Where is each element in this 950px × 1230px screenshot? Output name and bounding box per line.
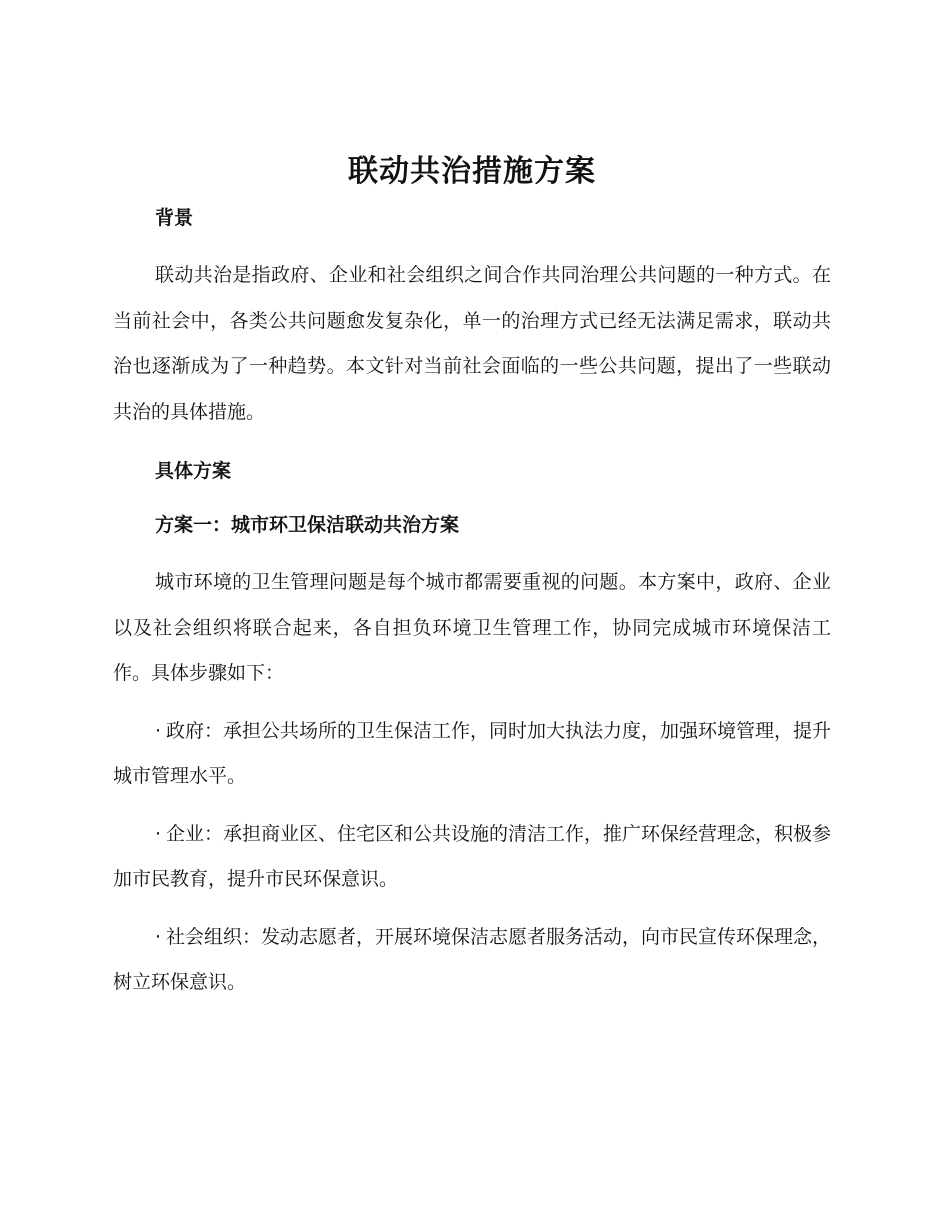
section-heading-background: 背景	[155, 207, 194, 229]
document-content	[113, 148, 831, 1006]
bullet-text-enterprise: 企业：承担商业区、住宅区和公共设施的清洁工作，推广环保经营理念，积极参加市民教育，提升市民环保意识。	[113, 822, 832, 890]
subsection-heading-plan-one: 方案一：城市环卫保洁联动共治方案	[155, 514, 460, 536]
bullet-item-social-organization	[113, 915, 831, 1006]
bullet-marker: ·	[155, 822, 162, 845]
background-paragraph: 联动共治是指政府、企业和社会组织之间合作共同治理公共问题的一种方式。在当前社会中，各类公共问题愈发复杂化，单一的治理方式已经无法满足需求，联动共治也逐渐成为了一种趋势。本文针对当前社会面临的一些公共问题，提出了一些联动共治的具体措施。	[113, 264, 831, 423]
bullet-text-government: 政府：承担公共场所的卫生保洁工作，同时加大执法力度，加强环境管理，提升城市管理水平。	[113, 719, 832, 787]
bullet-item-enterprise	[113, 812, 831, 903]
bullet-marker: ·	[155, 719, 162, 742]
bullet-text-social-organization: 社会组织：发动志愿者，开展环境保洁志愿者服务活动，向市民宣传环保理念，树立环保意识。	[113, 925, 832, 993]
plan-one-intro-paragraph: 城市环境的卫生管理问题是每个城市都需要重视的问题。本方案中，政府、企业以及社会组织将联合起来，各自担负环境卫生管理工作，协同完成城市环境保洁工作。具体步骤如下：	[113, 571, 831, 684]
document-title: 联动共治措施方案	[348, 154, 596, 189]
bullet-item-government	[113, 709, 831, 800]
bullet-marker: ·	[155, 925, 162, 948]
section-heading-specific-plan: 具体方案	[155, 460, 232, 482]
